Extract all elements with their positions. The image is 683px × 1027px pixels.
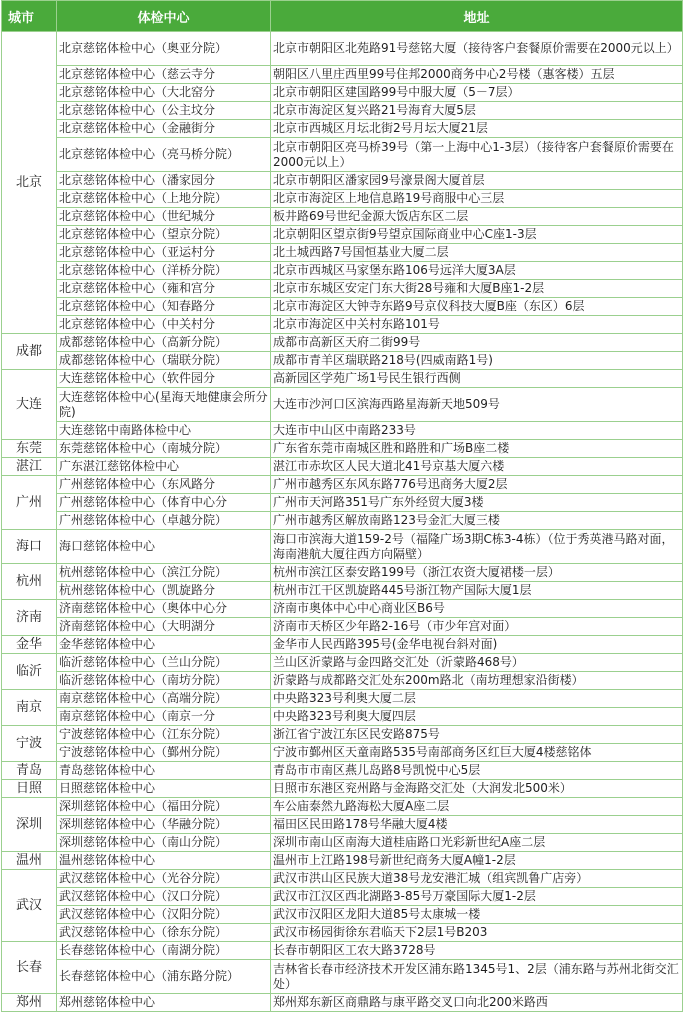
address-cell: 成都市青羊区瑞联路218号(四威南路1号) — [271, 352, 683, 370]
center-name-cell: 宁波慈铭体检中心（鄞州分院） — [57, 744, 271, 762]
clinic-table — [1, 0, 683, 1012]
center-name-cell: 南京慈铭体检中心（南京一分 — [57, 708, 271, 726]
address-cell: 武汉市杨园街徐东君临天下2层1号B203 — [271, 924, 683, 942]
address-cell: 杭州市滨江区泰安路199号（浙江农资大厦裙楼一层） — [271, 564, 683, 582]
center-name-cell: 北京慈铭体检中心（洋桥分院） — [57, 262, 271, 280]
table-row — [2, 994, 683, 1012]
city-cell: 郑州 — [2, 994, 57, 1012]
city-cell: 武汉 — [2, 870, 57, 942]
center-name-cell: 北京慈铭体检中心（亚运村分 — [57, 244, 271, 262]
table-row — [2, 600, 683, 618]
center-name-cell: 金华慈铭体检中心 — [57, 636, 271, 654]
address-cell: 深圳市南山区南海大道桂庙路口光彩新世纪A座二层 — [271, 834, 683, 852]
center-name-cell: 温州慈铭体检中心 — [57, 852, 271, 870]
address-cell: 北京市朝阳区亮马桥39号（第一上海中心1-3层）（接待客户套餐原价需要在2000元以上） — [271, 138, 683, 172]
address-cell: 杭州市江干区凯旋路445号浙江物产国际大厦1层 — [271, 582, 683, 600]
table-row — [2, 960, 683, 994]
center-name-cell: 青岛慈铭体检中心 — [57, 762, 271, 780]
address-cell: 中央路323号利奥大厦二层 — [271, 690, 683, 708]
center-name-cell: 广州慈铭体检中心（东风路分 — [57, 476, 271, 494]
center-name-cell: 北京慈铭体检中心（金融街分 — [57, 120, 271, 138]
city-cell: 南京 — [2, 690, 57, 726]
table-row — [2, 422, 683, 440]
center-name-cell: 杭州慈铭体检中心（凯旋路分 — [57, 582, 271, 600]
address-cell: 广东省东莞市南城区胜和路胜和广场B座二楼 — [271, 440, 683, 458]
address-cell: 福田区民田路178号华融大厦4楼 — [271, 816, 683, 834]
address-cell: 北京市海淀区中关村东路101号 — [271, 316, 683, 334]
center-name-cell: 大连慈铭中南路体检中心 — [57, 422, 271, 440]
table-row — [2, 208, 683, 226]
center-name-cell: 武汉慈铭体检中心（光谷分院） — [57, 870, 271, 888]
address-cell: 郑州郑东新区商鼎路与康平路交叉口向北200米路西 — [271, 994, 683, 1012]
center-name-cell: 北京慈铭体检中心（世纪城分 — [57, 208, 271, 226]
address-cell: 沂蒙路与成都路交汇处东200m路北（南坊理想家沿街楼） — [271, 672, 683, 690]
address-cell: 高新园区学苑广场1号民生银行西侧 — [271, 370, 683, 388]
header-center: 体检中心 — [57, 1, 271, 32]
center-name-cell: 深圳慈铭体检中心（福田分院） — [57, 798, 271, 816]
table-row — [2, 834, 683, 852]
address-cell: 大连市中山区中南路233号 — [271, 422, 683, 440]
address-cell: 兰山区沂蒙路与金四路交汇处（沂蒙路468号） — [271, 654, 683, 672]
city-cell: 金华 — [2, 636, 57, 654]
address-cell: 金华市人民西路395号(金华电视台斜对面) — [271, 636, 683, 654]
center-name-cell: 深圳慈铭体检中心（华融分院） — [57, 816, 271, 834]
center-name-cell: 杭州慈铭体检中心（滨江分院） — [57, 564, 271, 582]
city-cell: 温州 — [2, 852, 57, 870]
address-cell: 宁波市鄞州区天童南路535号南部商务区红巨大厦4楼慈铭体 — [271, 744, 683, 762]
address-cell: 湛江市赤坎区人民大道北41号京基大厦六楼 — [271, 458, 683, 476]
table-row — [2, 530, 683, 564]
address-cell: 青岛市市南区燕儿岛路8号凯悦中心5层 — [271, 762, 683, 780]
city-cell: 宁波 — [2, 726, 57, 762]
header-row — [2, 1, 683, 32]
center-name-cell: 长春慈铭体检中心（浦东路分院） — [57, 960, 271, 994]
center-name-cell: 北京慈铭体检中心（慈云寺分 — [57, 66, 271, 84]
address-cell: 北京市海淀区上地信息路19号商服中心三层 — [271, 190, 683, 208]
header-address: 地址 — [271, 1, 683, 32]
city-cell: 日照 — [2, 780, 57, 798]
table-row — [2, 780, 683, 798]
city-cell: 北京 — [2, 32, 57, 334]
center-name-cell: 北京慈铭体检中心（望京分院） — [57, 226, 271, 244]
table-row — [2, 564, 683, 582]
table-row — [2, 582, 683, 600]
city-cell: 成都 — [2, 334, 57, 370]
address-cell: 广州市天河路351号广东外经贸大厦3楼 — [271, 494, 683, 512]
address-cell: 济南市天桥区少年路2-16号（市少年宫对面） — [271, 618, 683, 636]
table-row — [2, 636, 683, 654]
city-cell: 青岛 — [2, 762, 57, 780]
table-row — [2, 352, 683, 370]
address-cell: 北京朝阳区望京街9号望京国际商业中心C座1-3层 — [271, 226, 683, 244]
center-name-cell: 宁波慈铭体检中心（江东分院） — [57, 726, 271, 744]
center-name-cell: 郑州慈铭体检中心 — [57, 994, 271, 1012]
table-body — [2, 32, 683, 1012]
table-row — [2, 32, 683, 66]
table-row — [2, 172, 683, 190]
table-row — [2, 84, 683, 102]
table-row — [2, 102, 683, 120]
address-cell: 大连市沙河口区滨海西路星海新天地509号 — [271, 388, 683, 422]
center-name-cell: 临沂慈铭体检中心（兰山分院） — [57, 654, 271, 672]
table-row — [2, 298, 683, 316]
table-row — [2, 888, 683, 906]
city-cell: 济南 — [2, 600, 57, 636]
center-name-cell: 成都慈铭体检中心（高新分院） — [57, 334, 271, 352]
address-cell: 板井路69号世纪金源大饭店东区二层 — [271, 208, 683, 226]
table-row — [2, 726, 683, 744]
address-cell: 北京市海淀区复兴路21号海育大厦5层 — [271, 102, 683, 120]
address-cell: 北京市东城区安定门东大街28号雍和大厦B座1-2层 — [271, 280, 683, 298]
center-name-cell: 南京慈铭体检中心（高端分院） — [57, 690, 271, 708]
table-row — [2, 654, 683, 672]
city-cell: 长春 — [2, 942, 57, 994]
center-name-cell: 广东湛江慈铭体检中心 — [57, 458, 271, 476]
address-cell: 北京市海淀区大钟寺东路9号京仪科技大厦B座（东区）6层 — [271, 298, 683, 316]
table-row — [2, 798, 683, 816]
city-cell: 临沂 — [2, 654, 57, 690]
city-cell: 东莞 — [2, 440, 57, 458]
center-name-cell: 武汉慈铭体检中心（汉口分院） — [57, 888, 271, 906]
address-cell: 车公庙泰然九路海松大厦A座二层 — [271, 798, 683, 816]
center-name-cell: 济南慈铭体检中心（奥体中心分 — [57, 600, 271, 618]
center-name-cell: 海口慈铭体检中心 — [57, 530, 271, 564]
address-cell: 广州市越秀区解放南路123号金汇大厦三楼 — [271, 512, 683, 530]
table-row — [2, 816, 683, 834]
table-row — [2, 440, 683, 458]
table-row — [2, 388, 683, 422]
city-cell: 海口 — [2, 530, 57, 564]
address-cell: 浙江省宁波江东区民安路875号 — [271, 726, 683, 744]
table-row — [2, 280, 683, 298]
address-cell: 北土城西路7号国恒基业大厦二层 — [271, 244, 683, 262]
center-name-cell: 北京慈铭体检中心（公主坟分 — [57, 102, 271, 120]
center-name-cell: 济南慈铭体检中心（大明湖分 — [57, 618, 271, 636]
center-name-cell: 临沂慈铭体检中心（南坊分院） — [57, 672, 271, 690]
address-cell: 北京市朝阳区建国路99号中服大厦（5－7层） — [271, 84, 683, 102]
address-cell: 北京市西城区月坛北街2号月坛大厦21层 — [271, 120, 683, 138]
city-cell: 深圳 — [2, 798, 57, 852]
center-name-cell: 深圳慈铭体检中心（南山分院） — [57, 834, 271, 852]
address-cell: 吉林省长春市经济技术开发区浦东路1345号1、2层（浦东路与苏州北街交汇处） — [271, 960, 683, 994]
table-row — [2, 244, 683, 262]
center-name-cell: 武汉慈铭体检中心（徐东分院） — [57, 924, 271, 942]
address-cell: 朝阳区八里庄西里99号住邦2000商务中心2号楼（惠客楼）五层 — [271, 66, 683, 84]
table-row — [2, 906, 683, 924]
address-cell: 中央路323号利奥大厦四层 — [271, 708, 683, 726]
table-row — [2, 458, 683, 476]
center-name-cell: 大连慈铭体检中心（软件园分 — [57, 370, 271, 388]
table-row — [2, 316, 683, 334]
center-name-cell: 东莞慈铭体检中心（南城分院） — [57, 440, 271, 458]
address-cell: 成都市高新区天府二街99号 — [271, 334, 683, 352]
table-row — [2, 66, 683, 84]
address-cell: 长春市朝阳区工农大路3728号 — [271, 942, 683, 960]
address-cell: 北京市朝阳区北苑路91号慈铭大厦（接待客户套餐原价需要在2000元以上） — [271, 32, 683, 66]
city-cell: 湛江 — [2, 458, 57, 476]
address-cell: 武汉市洪山区民族大道38号龙安港汇城（组宾凯鲁广店旁） — [271, 870, 683, 888]
table-row — [2, 512, 683, 530]
city-cell: 广州 — [2, 476, 57, 530]
table-row — [2, 262, 683, 280]
address-cell: 温州市上江路198号新世纪商务大厦A幢1-2层 — [271, 852, 683, 870]
center-name-cell: 北京慈铭体检中心（雍和宫分 — [57, 280, 271, 298]
table-row — [2, 744, 683, 762]
table-row — [2, 120, 683, 138]
center-name-cell: 日照慈铭体检中心 — [57, 780, 271, 798]
table-row — [2, 762, 683, 780]
table-row — [2, 138, 683, 172]
table-row — [2, 226, 683, 244]
table-row — [2, 870, 683, 888]
address-cell: 北京市朝阳区潘家园9号濠景阁大厦首层 — [271, 172, 683, 190]
address-cell: 海口市滨海大道159-2号（福隆广场3期C栋3-4栋）（位于秀英港马路对面，海南港航大厦往西方向隔壁） — [271, 530, 683, 564]
table-row — [2, 494, 683, 512]
center-name-cell: 北京慈铭体检中心（潘家园分 — [57, 172, 271, 190]
address-cell: 广州市越秀区东风东路776号迅商务大厦2层 — [271, 476, 683, 494]
center-name-cell: 北京慈铭体检中心（奥亚分院） — [57, 32, 271, 66]
center-name-cell: 广州慈铭体检中心（体育中心分 — [57, 494, 271, 512]
center-name-cell: 武汉慈铭体检中心（汉阳分院） — [57, 906, 271, 924]
city-cell: 杭州 — [2, 564, 57, 600]
address-cell: 日照市东港区兖州路与金海路交汇处（大润发北500米） — [271, 780, 683, 798]
table-row — [2, 924, 683, 942]
address-cell: 武汉市江汉区西北湖路3-85号万豪国际大厦1-2层 — [271, 888, 683, 906]
table-row — [2, 708, 683, 726]
center-name-cell: 广州慈铭体检中心（卓越分院） — [57, 512, 271, 530]
center-name-cell: 北京慈铭体检中心（知春路分 — [57, 298, 271, 316]
center-name-cell: 北京慈铭体检中心（上地分院） — [57, 190, 271, 208]
center-name-cell: 大连慈铭体检中心(星海天地健康会所分院) — [57, 388, 271, 422]
table-row — [2, 942, 683, 960]
table-row — [2, 690, 683, 708]
address-cell: 济南市奥体中心中心商业区B6号 — [271, 600, 683, 618]
header-city: 城市 — [2, 1, 57, 32]
table-row — [2, 672, 683, 690]
table-row — [2, 190, 683, 208]
table-row — [2, 618, 683, 636]
table-row — [2, 334, 683, 352]
center-name-cell: 北京慈铭体检中心（大北窑分 — [57, 84, 271, 102]
center-name-cell: 成都慈铭体检中心（瑞联分院） — [57, 352, 271, 370]
center-name-cell: 北京慈铭体检中心（中关村分 — [57, 316, 271, 334]
table-row — [2, 370, 683, 388]
address-cell: 北京市西城区马家堡东路106号远洋大厦3A层 — [271, 262, 683, 280]
center-name-cell: 长春慈铭体检中心（南湖分院） — [57, 942, 271, 960]
center-name-cell: 北京慈铭体检中心（亮马桥分院） — [57, 138, 271, 172]
address-cell: 武汉市汉阳区龙阳大道85号太康城一楼 — [271, 906, 683, 924]
table-row — [2, 852, 683, 870]
table-row — [2, 476, 683, 494]
city-cell: 大连 — [2, 370, 57, 440]
